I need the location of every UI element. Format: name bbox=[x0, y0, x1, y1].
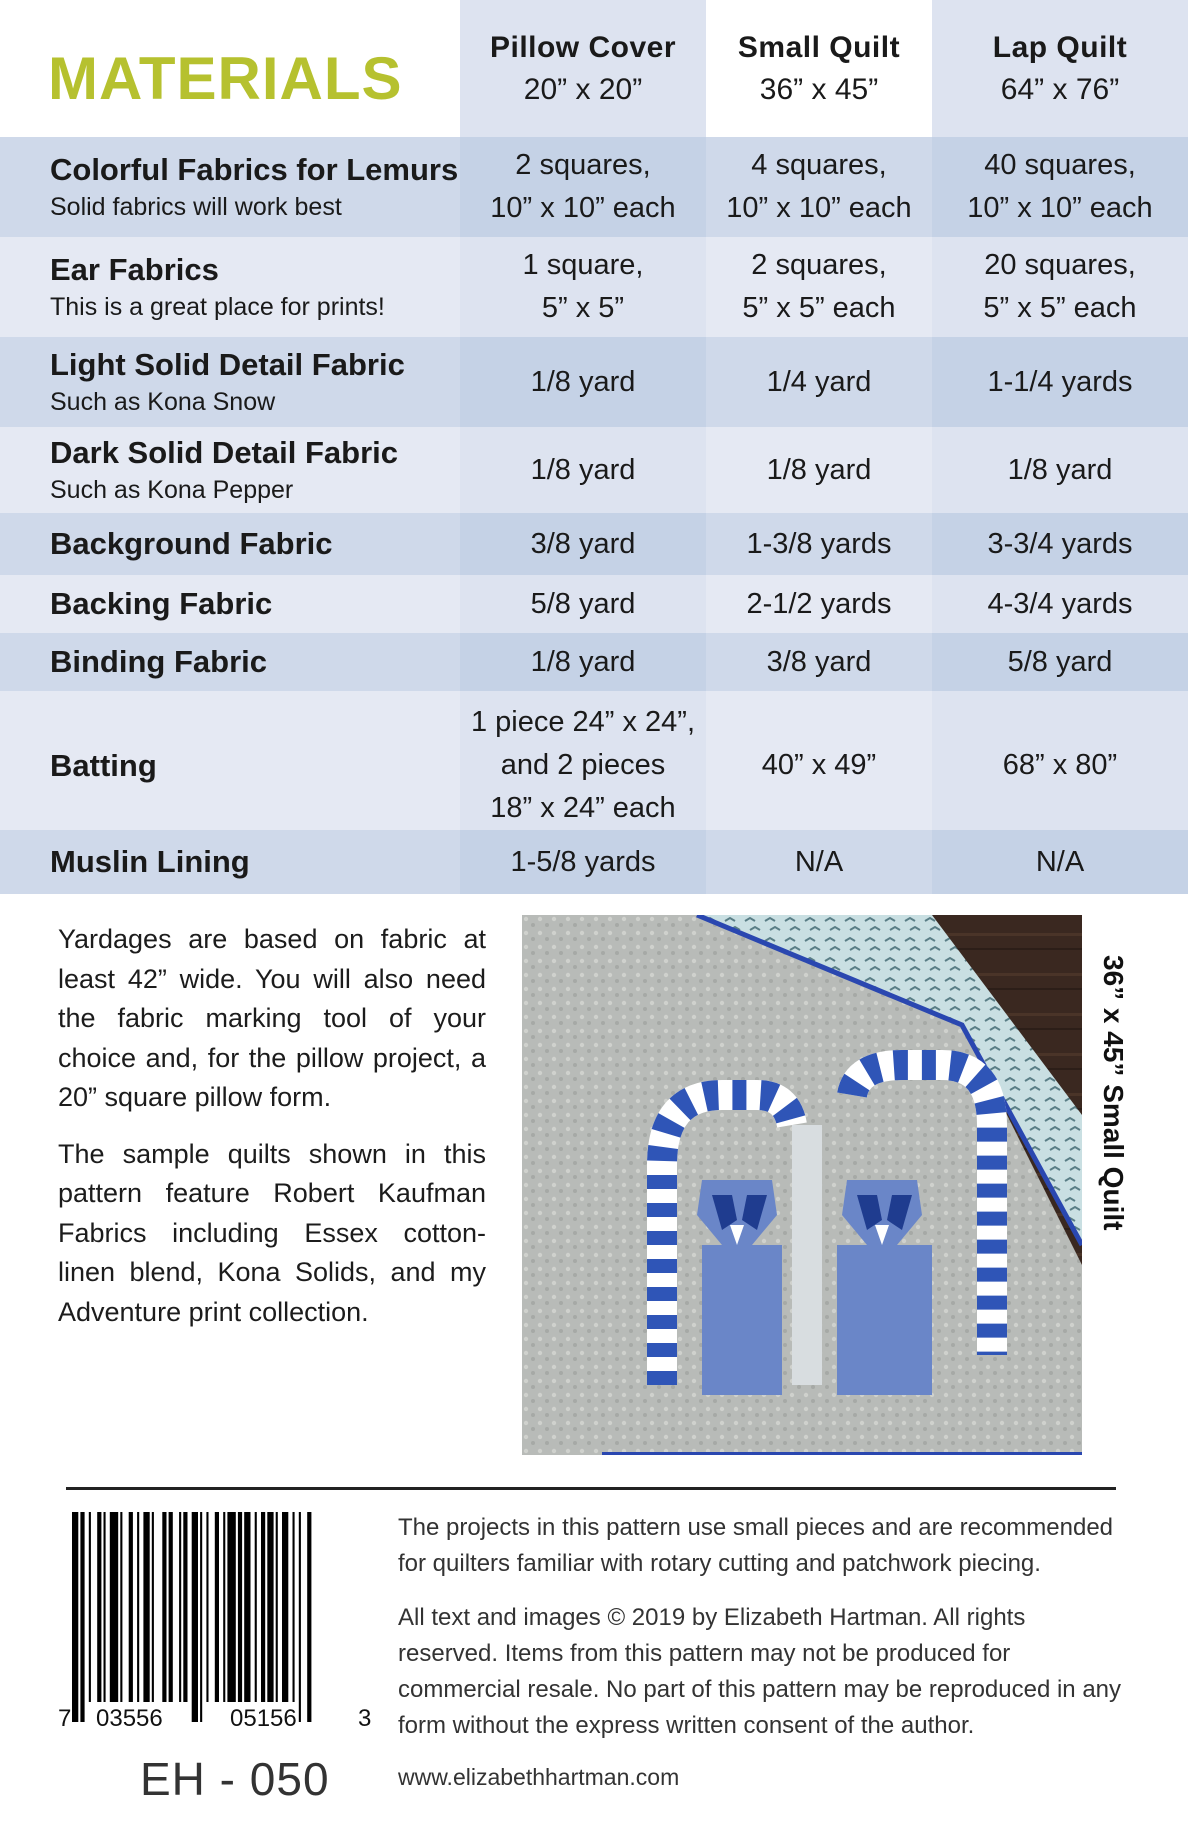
column-size: 20” x 20” bbox=[523, 72, 643, 106]
barcode-bar bbox=[179, 1512, 181, 1702]
barcode-digit-left: 7 bbox=[58, 1705, 72, 1732]
quantity-line: 1/8 yard bbox=[530, 645, 636, 678]
materials-header-row bbox=[0, 0, 1188, 137]
material-quantity bbox=[460, 513, 706, 575]
materials-row bbox=[0, 633, 1188, 691]
material-name: Background Fabric bbox=[50, 526, 333, 561]
quantity-line: 1 square, bbox=[522, 249, 644, 281]
material-quantity bbox=[706, 513, 932, 575]
material-name: Colorful Fabrics for Lemurs bbox=[50, 152, 459, 187]
material-quantity bbox=[460, 575, 706, 633]
quantity-line: 5” x 5” each bbox=[742, 292, 896, 324]
quantity-line: 1-3/8 yards bbox=[746, 527, 892, 560]
barcode-bar bbox=[238, 1512, 242, 1702]
material-label bbox=[0, 427, 460, 513]
quantity-line: 10” x 10” each bbox=[726, 192, 912, 224]
quantity-line: 10” x 10” each bbox=[490, 192, 676, 224]
quantity-line: 3-3/4 yards bbox=[987, 527, 1133, 560]
barcode-bar bbox=[227, 1512, 235, 1702]
material-quantity bbox=[932, 830, 1188, 894]
material-label bbox=[0, 137, 460, 237]
barcode-image bbox=[56, 1512, 376, 1742]
materials-row bbox=[0, 337, 1188, 427]
material-quantity bbox=[460, 137, 706, 237]
quantity-line: 1-1/4 yards bbox=[987, 365, 1133, 398]
material-name: Light Solid Detail Fabric bbox=[50, 347, 405, 382]
barcode-bar bbox=[97, 1512, 101, 1702]
barcode-group-2: 05156 bbox=[230, 1705, 297, 1732]
quantity-line: 3/8 yard bbox=[766, 645, 872, 678]
quantity-line: 5/8 yard bbox=[530, 587, 636, 620]
quantity-line: 68” x 80” bbox=[1002, 749, 1118, 781]
barcode-bar bbox=[215, 1512, 219, 1702]
barcode-bar bbox=[267, 1512, 273, 1702]
material-quantity bbox=[460, 633, 706, 691]
barcode-bar bbox=[261, 1512, 265, 1702]
barcode-bar bbox=[162, 1512, 166, 1702]
fine-print bbox=[398, 1510, 1128, 1762]
column-name: Small Quilt bbox=[737, 30, 901, 64]
quantity-line: 10” x 10” each bbox=[967, 192, 1153, 224]
materials-title: MATERIALS bbox=[0, 0, 460, 137]
material-quantity bbox=[706, 427, 932, 513]
column-header-lap-quilt bbox=[932, 0, 1188, 137]
material-label bbox=[0, 513, 460, 575]
material-label bbox=[0, 691, 460, 830]
material-quantity bbox=[706, 633, 932, 691]
quantity-line: 5/8 yard bbox=[1007, 645, 1113, 678]
material-quantity bbox=[460, 427, 706, 513]
quantity-line: 1/8 yard bbox=[530, 365, 636, 398]
barcode-bar bbox=[206, 1512, 208, 1702]
quantity-line: 1/8 yard bbox=[1007, 453, 1113, 486]
materials-row bbox=[0, 427, 1188, 513]
material-name: Batting bbox=[50, 747, 157, 783]
materials-row bbox=[0, 137, 1188, 237]
product-code: EH - 050 bbox=[140, 1753, 330, 1805]
barcode-bar bbox=[110, 1512, 118, 1702]
notes-paragraph: The sample quilts shown in this pattern feature Robert Kaufman Fabrics including Essex cotton-linen blend, Kona Solids, and my Adventure print collection. bbox=[58, 1138, 486, 1327]
column-header-pillow-cover bbox=[460, 0, 706, 137]
barcode-bar bbox=[293, 1512, 295, 1702]
photo-caption: 36” x 45” Small Quilt bbox=[1098, 955, 1129, 1231]
quantity-line: 40” x 49” bbox=[761, 749, 877, 781]
quantity-line: N/A bbox=[794, 845, 844, 878]
barcode-bar bbox=[104, 1512, 106, 1702]
material-quantity bbox=[932, 137, 1188, 237]
material-quantity bbox=[460, 337, 706, 427]
quantity-line: 1 piece 24” x 24”, bbox=[470, 706, 696, 738]
quantity-line: 1/4 yard bbox=[766, 365, 872, 398]
materials-table bbox=[0, 0, 1188, 894]
quantity-line: 3/8 yard bbox=[530, 527, 636, 560]
barcode-bar bbox=[183, 1512, 187, 1702]
barcode-bar bbox=[137, 1512, 139, 1702]
material-label bbox=[0, 575, 460, 633]
material-quantity bbox=[706, 830, 932, 894]
material-quantity bbox=[706, 691, 932, 830]
fine-print-paragraph: The projects in this pattern use small pieces and are recommended for quilters familiar with rotary cutting and patchwork piecing. bbox=[398, 1514, 1114, 1577]
quantity-line: 40 squares, bbox=[984, 149, 1136, 181]
material-note: Such as Kona Pepper bbox=[50, 476, 294, 504]
section-divider bbox=[66, 1487, 1116, 1490]
quantity-line: 2 squares, bbox=[515, 149, 651, 181]
barcode-bar bbox=[152, 1512, 154, 1702]
material-label bbox=[0, 633, 460, 691]
barcode-bar bbox=[307, 1512, 311, 1722]
materials-row bbox=[0, 513, 1188, 575]
materials-row bbox=[0, 237, 1188, 337]
material-note: This is a great place for prints! bbox=[50, 293, 385, 321]
column-size: 64” x 76” bbox=[1000, 72, 1120, 106]
material-quantity bbox=[460, 830, 706, 894]
material-quantity bbox=[932, 513, 1188, 575]
materials-notes bbox=[58, 920, 486, 1349]
barcode-bar bbox=[80, 1512, 84, 1722]
barcode-group-1: 03556 bbox=[96, 1705, 163, 1732]
small-quilt-photo bbox=[522, 915, 1082, 1455]
material-quantity bbox=[932, 575, 1188, 633]
barcode-bar bbox=[282, 1512, 288, 1702]
quantity-line: 4-3/4 yards bbox=[987, 587, 1133, 620]
barcode-bar bbox=[255, 1512, 257, 1702]
material-quantity bbox=[932, 691, 1188, 830]
material-quantity bbox=[460, 691, 706, 830]
column-header-small-quilt bbox=[706, 0, 932, 137]
material-quantity bbox=[706, 575, 932, 633]
material-quantity bbox=[932, 337, 1188, 427]
material-quantity bbox=[932, 237, 1188, 337]
material-name: Ear Fabrics bbox=[50, 252, 219, 287]
barcode-bar bbox=[143, 1512, 149, 1702]
materials-row bbox=[0, 830, 1188, 894]
website-link[interactable]: www.elizabethhartman.com bbox=[398, 1764, 680, 1790]
material-label bbox=[0, 830, 460, 894]
column-name: Pillow Cover bbox=[489, 30, 677, 64]
barcode-bar bbox=[120, 1512, 122, 1702]
quantity-line: 1-5/8 yards bbox=[510, 845, 656, 878]
material-name: Dark Solid Detail Fabric bbox=[50, 435, 398, 470]
barcode-bar bbox=[244, 1512, 250, 1702]
material-quantity bbox=[706, 337, 932, 427]
material-note: Solid fabrics will work best bbox=[50, 193, 342, 221]
barcode-bar bbox=[223, 1512, 225, 1702]
barcode-bar bbox=[192, 1512, 198, 1722]
materials-row bbox=[0, 691, 1188, 830]
material-quantity bbox=[460, 237, 706, 337]
quantity-line: 1/8 yard bbox=[766, 453, 872, 486]
barcode-bar bbox=[89, 1512, 91, 1702]
fine-print-paragraph: All text and images © 2019 by Elizabeth Hartman. All rights reserved. Items from this pattern may not be produced for commercial resale. No part of this pattern may be reproduced in any form without the express written consent of the author. bbox=[398, 1604, 1122, 1739]
column-name: Lap Quilt bbox=[992, 30, 1128, 64]
quantity-line: 20 squares, bbox=[984, 249, 1136, 281]
material-label bbox=[0, 337, 460, 427]
material-quantity bbox=[932, 633, 1188, 691]
quantity-line: 5” x 5” each bbox=[983, 292, 1137, 324]
barcode-digit-right: 3 bbox=[358, 1705, 372, 1732]
quantity-line: 1/8 yard bbox=[530, 453, 636, 486]
barcode-bar bbox=[299, 1512, 301, 1722]
quantity-line: 2-1/2 yards bbox=[746, 587, 892, 620]
notes-paragraph: Yardages are based on fabric at least 42” wide. You will also need the fabric marking tool of your choice and, for the pillow project, a 20” square pillow form. bbox=[58, 924, 486, 1112]
material-note: Such as Kona Snow bbox=[50, 388, 276, 416]
material-name: Muslin Lining bbox=[50, 844, 250, 879]
material-name: Backing Fabric bbox=[50, 586, 273, 621]
barcode-bar bbox=[200, 1512, 202, 1722]
barcode-bar bbox=[169, 1512, 173, 1702]
barcode-bar bbox=[129, 1512, 133, 1702]
quilt-illustration bbox=[522, 915, 1082, 1455]
quantity-line: 4 squares, bbox=[751, 149, 887, 181]
quantity-line: 5” x 5” bbox=[541, 292, 625, 324]
material-label bbox=[0, 237, 460, 337]
quantity-line: N/A bbox=[1035, 845, 1085, 878]
column-size: 36” x 45” bbox=[759, 72, 879, 106]
quantity-line: and 2 pieces bbox=[500, 749, 666, 781]
materials-row bbox=[0, 575, 1188, 633]
barcode-bar bbox=[276, 1512, 278, 1702]
quantity-line: 2 squares, bbox=[751, 249, 887, 281]
barcode-bar bbox=[72, 1512, 78, 1722]
material-name: Binding Fabric bbox=[50, 644, 267, 679]
material-quantity bbox=[932, 427, 1188, 513]
material-quantity bbox=[706, 137, 932, 237]
material-quantity bbox=[706, 237, 932, 337]
quantity-line: 18” x 24” each bbox=[490, 792, 676, 824]
